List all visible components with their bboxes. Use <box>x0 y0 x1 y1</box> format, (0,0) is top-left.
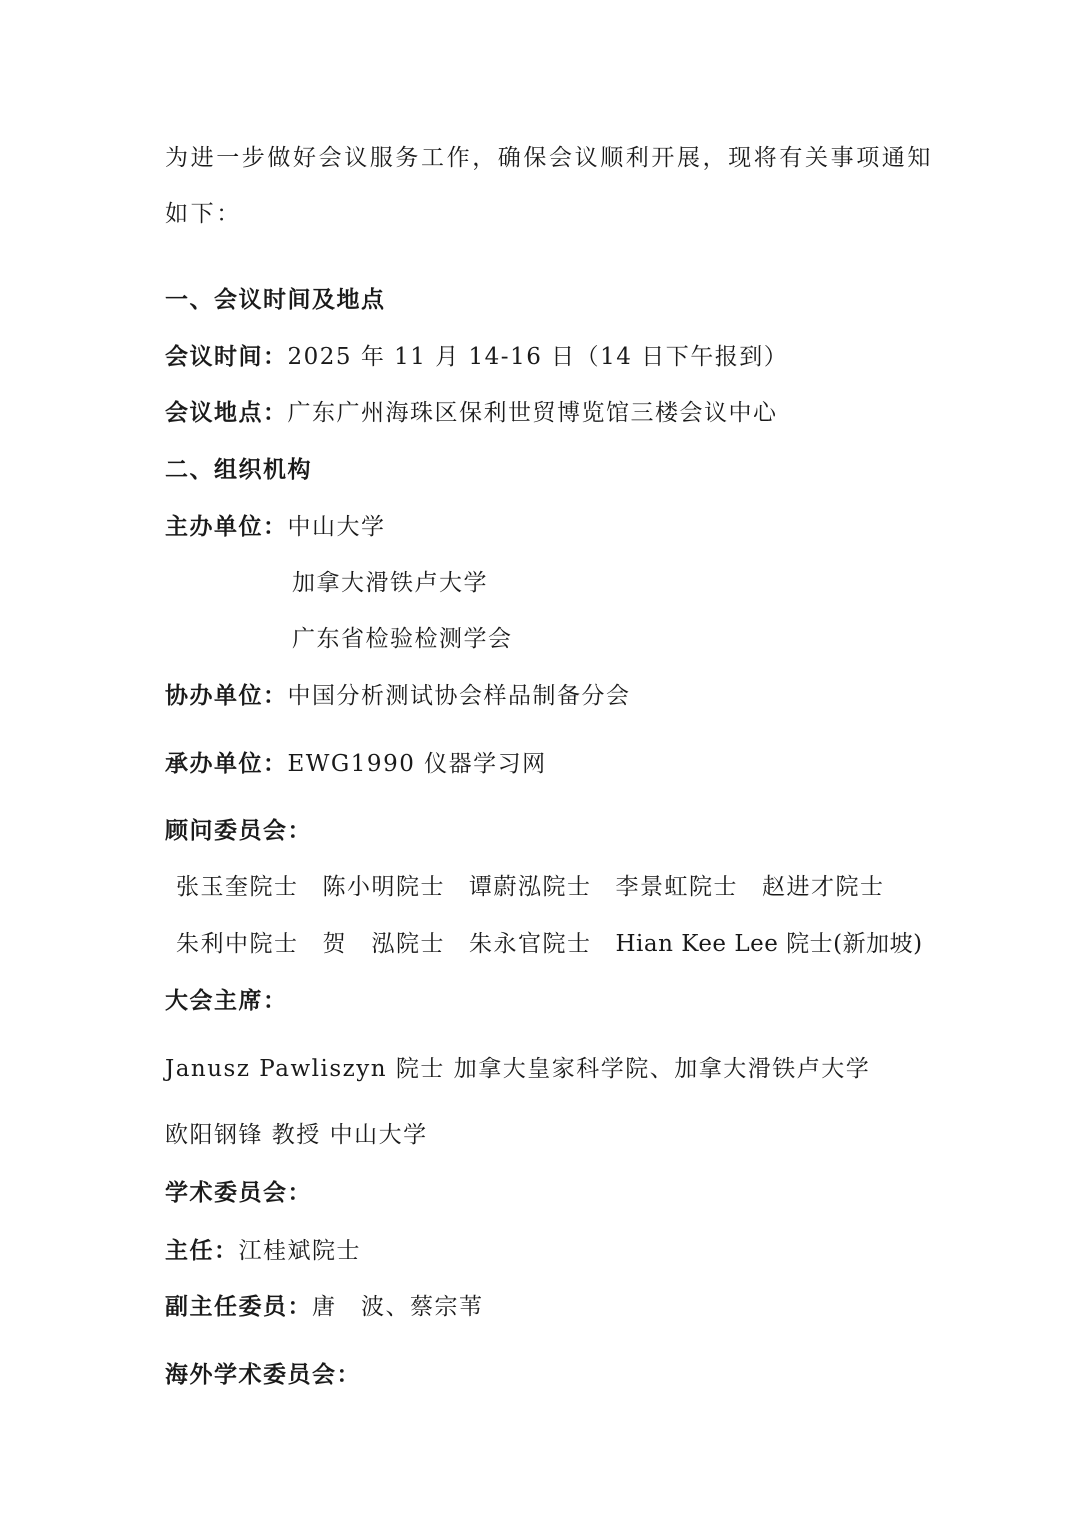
advisor-name: 赵进才院士 <box>762 874 885 900</box>
host-item: 中山大学 <box>287 514 386 540</box>
chair-entry: 欧阳钢锋 教授 中山大学 <box>165 1122 428 1148</box>
chair-entry: Janusz Pawliszyn 院士 加拿大皇家科学院、加拿大滑铁卢大学 <box>165 1056 871 1082</box>
host-row <box>165 512 386 542</box>
vice-director-value: 唐 波、蔡宗苇 <box>312 1294 484 1320</box>
director-row <box>165 1236 361 1266</box>
vice-director-row <box>165 1292 484 1322</box>
conference-chair-label: 大会主席： <box>165 987 288 1014</box>
advisor-name: 朱利中院士 <box>176 931 299 957</box>
meeting-venue-label: 会议地点： <box>165 399 288 426</box>
meeting-time-row <box>165 342 788 372</box>
advisor-name: 李景虹院士 <box>615 874 738 900</box>
section-heading-organization: 二、组织机构 <box>165 456 312 483</box>
advisory-committee-label: 顾问委员会： <box>165 817 312 844</box>
host-item: 加拿大滑铁卢大学 <box>292 570 488 596</box>
vice-director-label: 副主任委员： <box>165 1293 312 1320</box>
co-host-value: 中国分析测试协会样品制备分会 <box>287 683 631 709</box>
director-value: 江桂斌院士 <box>238 1238 361 1264</box>
organizer-row <box>165 749 547 779</box>
advisors-row-1 <box>176 872 885 902</box>
intro-line-2: 如下： <box>165 201 242 227</box>
host-label: 主办单位： <box>165 513 288 540</box>
director-label: 主任： <box>165 1237 239 1264</box>
co-host-label: 协办单位： <box>165 682 288 709</box>
advisor-name: 朱永官院士 <box>469 931 592 957</box>
advisor-name: 贺 泓院士 <box>322 931 445 957</box>
advisor-name: 谭蔚泓院士 <box>469 874 592 900</box>
intro-line-1: 为进一步做好会议服务工作，确保会议顺利开展，现将有关事项通知 <box>165 145 933 171</box>
section-heading-time-venue: 一、会议时间及地点 <box>165 286 386 313</box>
academic-committee-label: 学术委员会： <box>165 1179 312 1206</box>
advisor-name: Hian Kee Lee 院士(新加坡) <box>615 931 923 957</box>
overseas-committee-label: 海外学术委员会： <box>165 1361 361 1388</box>
meeting-venue-value: 广东广州海珠区保利世贸博览馆三楼会议中心 <box>287 400 778 426</box>
host-item: 广东省检验检测学会 <box>292 626 513 652</box>
advisor-name: 陈小明院士 <box>322 874 445 900</box>
meeting-venue-row <box>165 398 778 428</box>
meeting-time-label: 会议时间： <box>165 343 288 370</box>
co-host-row <box>165 681 631 711</box>
advisor-name: 张玉奎院士 <box>176 874 299 900</box>
advisors-row-2 <box>176 929 923 959</box>
organizer-label: 承办单位： <box>165 750 288 777</box>
meeting-time-value: 2025 年 11 月 14-16 日（14 日下午报到） <box>287 344 789 370</box>
organizer-value: EWG1990 仪器学习网 <box>287 751 547 777</box>
